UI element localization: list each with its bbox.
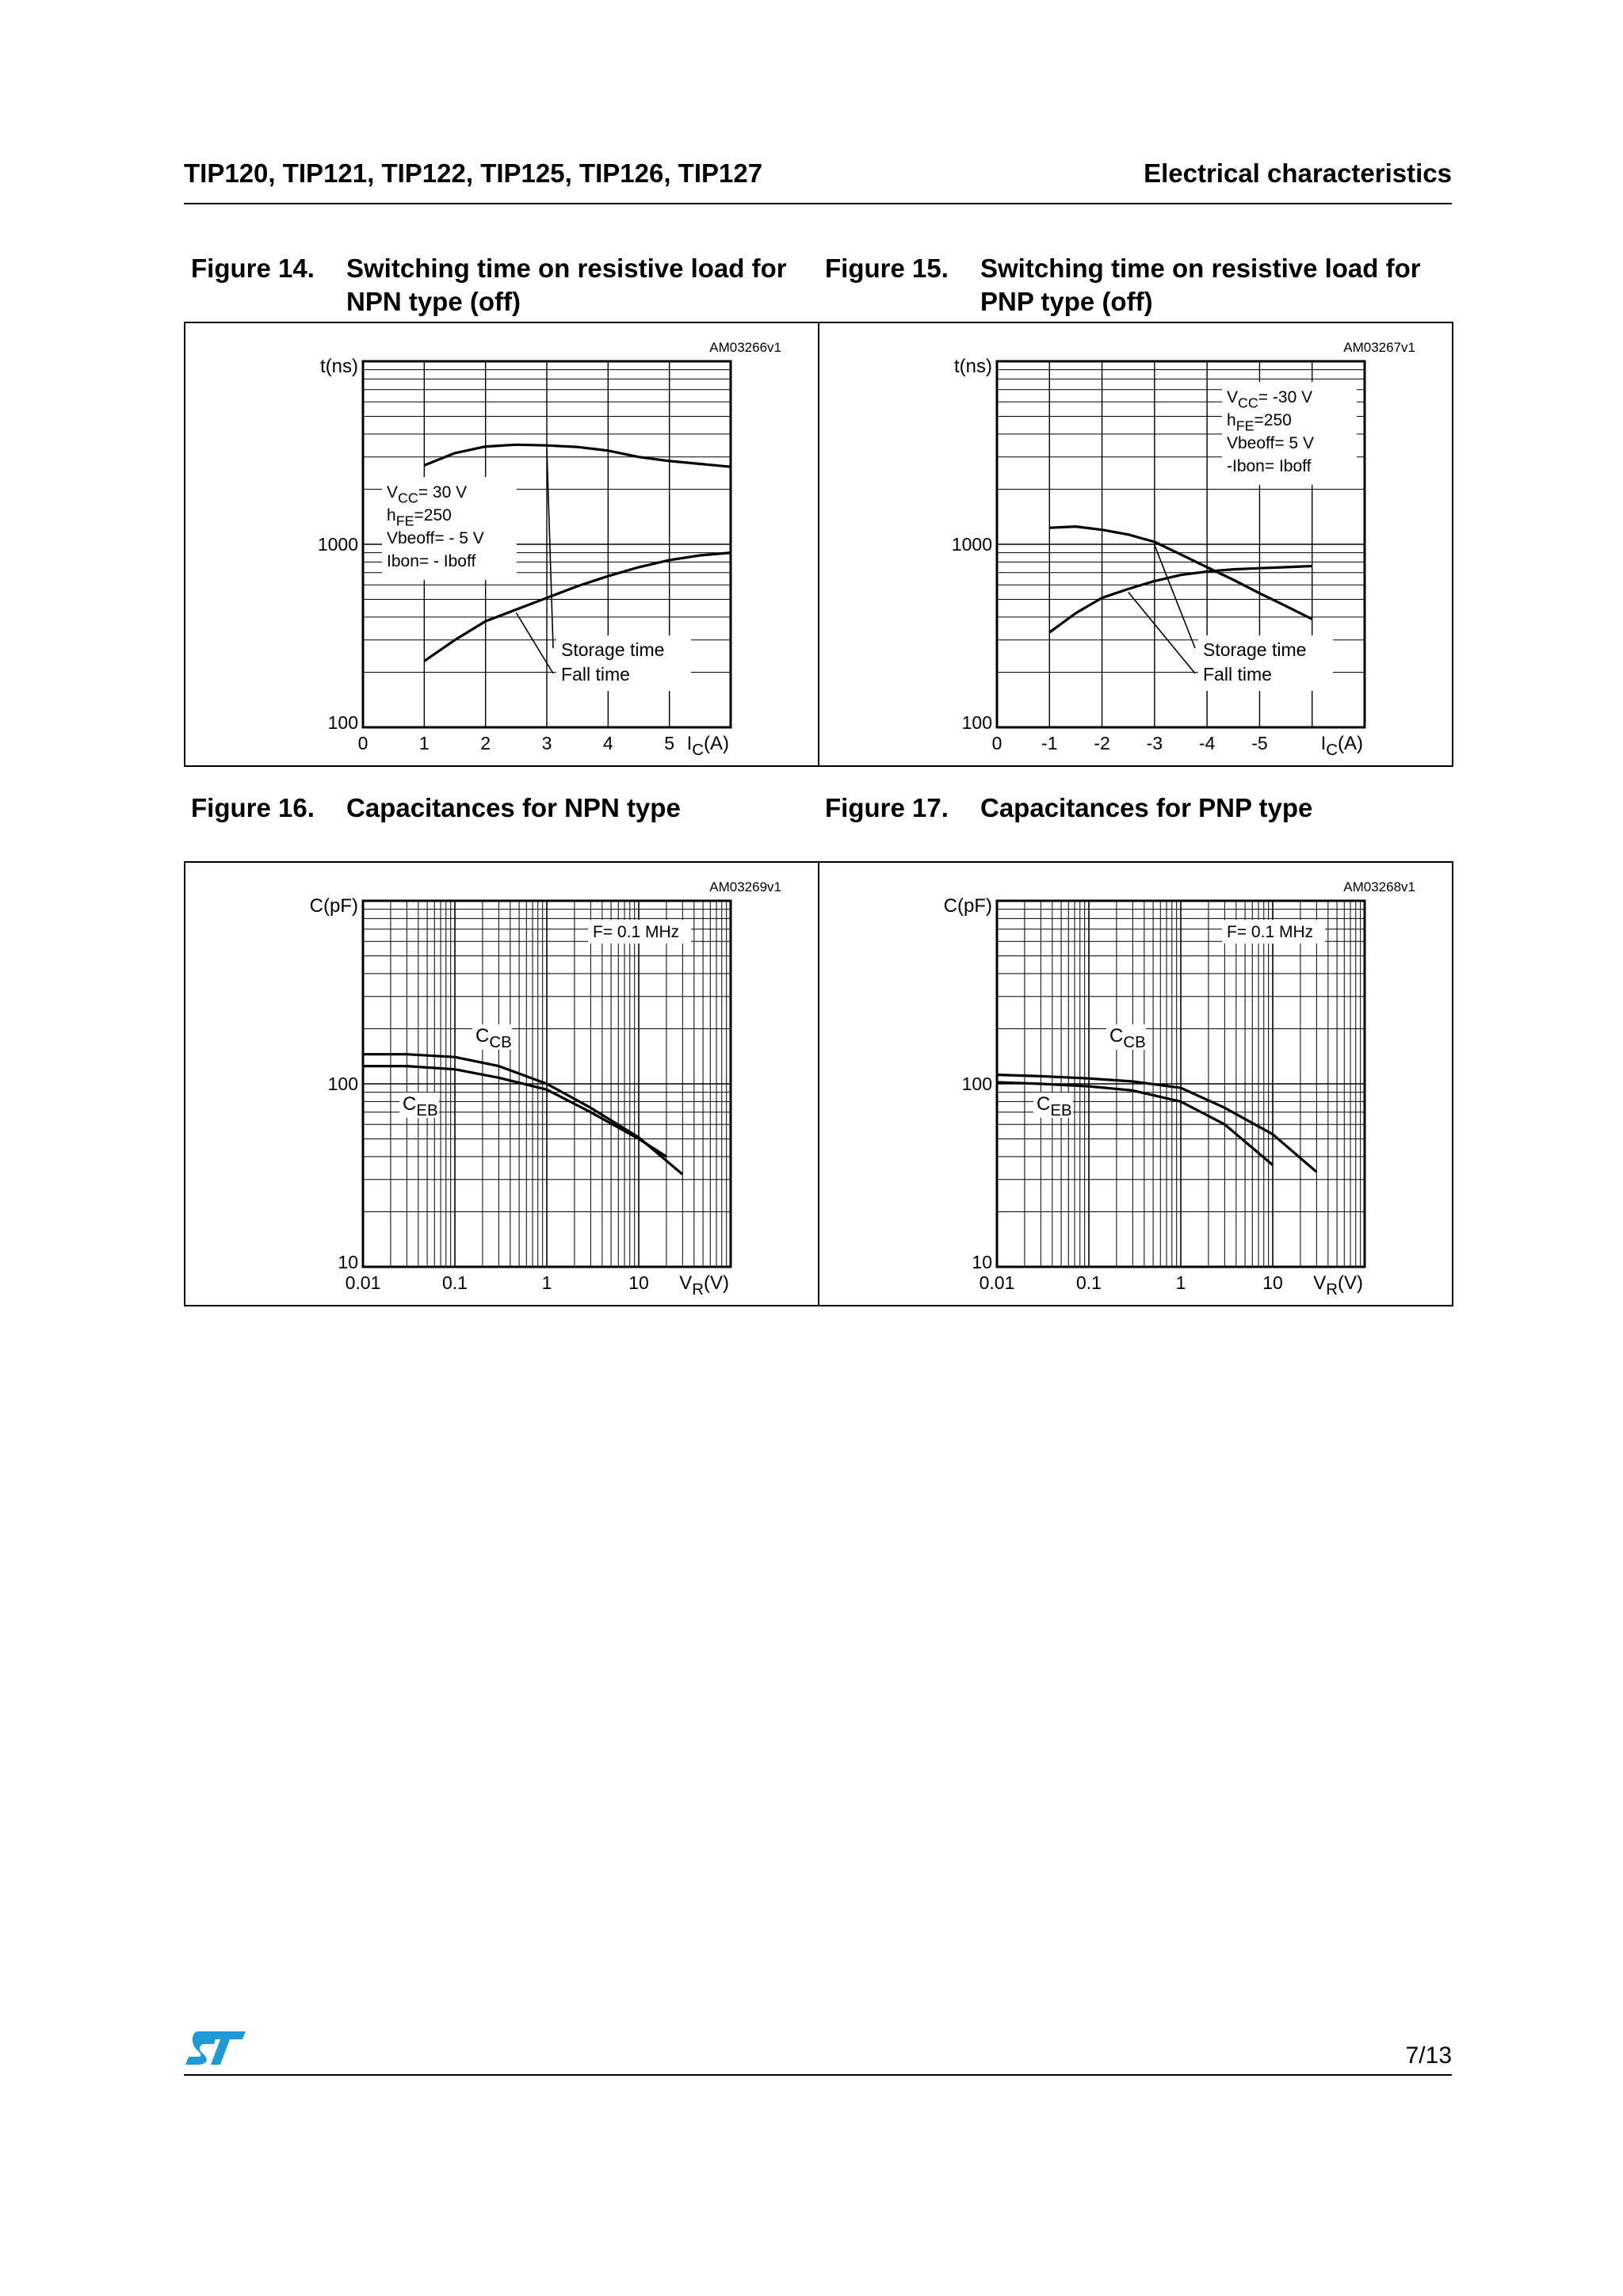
x-tick-label: 5	[664, 733, 675, 753]
figure-number: Figure 14.	[191, 254, 315, 283]
figure-title: Switching time on resistive load for PNP type (off)	[980, 254, 1421, 316]
x-tick-label: -3	[1146, 733, 1163, 753]
leader-line	[516, 612, 553, 673]
figure-title: Switching time on resistive load for NPN type (off)	[346, 254, 787, 316]
figure-15-panel	[818, 322, 1453, 767]
y-tick-label: 100	[327, 712, 358, 733]
figure-14-chart	[185, 323, 821, 769]
x-tick-label: 10	[1262, 1272, 1283, 1293]
condition-label: Vbeoff= 5 V	[1227, 434, 1314, 452]
x-axis-label: $I_C(A)$	[686, 733, 729, 760]
x-tick-label: 1	[541, 1272, 552, 1293]
frequency-label: F= 0.1 MHz	[1227, 923, 1314, 941]
y-axis-label: C(pF)	[309, 895, 358, 917]
series-label-ccb: $C_{CB}$	[1109, 1025, 1146, 1052]
y-tick-label: 10	[338, 1252, 358, 1272]
legend-label: Storage time	[561, 639, 665, 660]
figure-17-chart	[819, 863, 1455, 1308]
legend-label: Storage time	[1203, 639, 1307, 660]
condition-label: VCC= 30 V	[387, 483, 468, 506]
header-divider	[184, 203, 1452, 204]
frequency-label: F= 0.1 MHz	[593, 923, 680, 941]
condition-label: Vbeoff= - 5 V	[387, 529, 484, 547]
figure-code: AM03267v1	[1343, 340, 1415, 355]
x-tick-label: 4	[602, 733, 613, 753]
figure-17-panel	[818, 861, 1453, 1306]
leader-line	[1155, 545, 1195, 648]
x-tick-label: 3	[541, 733, 552, 753]
x-tick-label: -1	[1041, 733, 1058, 753]
figure-16-chart	[185, 863, 821, 1308]
leader-line	[547, 448, 553, 648]
y-tick-label: 100	[327, 1074, 358, 1094]
x-tick-label: 0	[991, 733, 1002, 753]
condition-label: hFE=250	[1227, 411, 1292, 434]
figure-14-caption	[191, 252, 809, 323]
y-tick-label: 10	[972, 1252, 992, 1272]
x-axis-label: $I_C(A)$	[1320, 733, 1363, 760]
y-tick-label: 100	[961, 712, 992, 733]
x-tick-label: 0.01	[345, 1272, 381, 1293]
x-tick-label: -2	[1094, 733, 1110, 753]
x-tick-label: 1	[1175, 1272, 1186, 1293]
condition-label: -Ibon= Iboff	[1227, 457, 1312, 475]
figure-14-panel	[184, 322, 819, 767]
y-axis-label: C(pF)	[943, 895, 992, 917]
leader-line	[1128, 592, 1195, 673]
series-line-1	[424, 444, 731, 467]
page-number: 7/13	[1405, 2042, 1452, 2069]
x-tick-label: 2	[480, 733, 491, 753]
figure-17-caption	[825, 791, 1443, 827]
figure-16-caption	[191, 791, 809, 827]
y-axis-label: t(ns)	[954, 356, 992, 377]
legend-label: Fall time	[1203, 664, 1272, 685]
figure-number: Figure 15.	[825, 254, 949, 283]
x-tick-label: 0.01	[979, 1272, 1015, 1293]
figure-title: Capacitances for PNP type	[980, 793, 1313, 822]
figure-number: Figure 16.	[191, 793, 315, 822]
y-tick-label: 100	[961, 1074, 992, 1094]
st-logo-icon	[184, 2028, 247, 2068]
x-tick-label: 0.1	[1076, 1272, 1102, 1293]
x-axis-label: $V_R(V)$	[679, 1272, 729, 1299]
legend-label: Fall time	[561, 664, 630, 685]
figure-title: Capacitances for NPN type	[346, 793, 681, 822]
series-label-ceb: $C_{EB}$	[403, 1093, 438, 1120]
y-tick-label: 1000	[951, 534, 992, 555]
figure-number: Figure 17.	[825, 793, 949, 822]
figure-code: AM03268v1	[1343, 879, 1415, 894]
figure-16-panel	[184, 861, 819, 1306]
condition-label: VCC= -30 V	[1227, 388, 1313, 411]
x-axis-label: $V_R(V)$	[1313, 1272, 1363, 1299]
condition-label: Ibon= - Iboff	[387, 552, 476, 570]
figure-code: AM03269v1	[709, 879, 781, 894]
figure-code: AM03266v1	[709, 340, 781, 355]
x-tick-label: 0.1	[442, 1272, 468, 1293]
x-tick-label: 1	[418, 733, 430, 753]
page-header-title: TIP120, TIP121, TIP122, TIP125, TIP126, TIP127	[184, 158, 763, 188]
x-tick-label: 0	[357, 733, 369, 753]
x-tick-label: -4	[1198, 733, 1216, 753]
x-tick-label: -5	[1251, 733, 1268, 753]
series-label-ccb: $C_{CB}$	[475, 1025, 512, 1052]
series-label-ceb: $C_{EB}$	[1037, 1093, 1072, 1120]
y-axis-label: t(ns)	[320, 356, 358, 377]
y-tick-label: 1000	[317, 534, 358, 555]
page-header-section: Electrical characteristics	[1144, 158, 1452, 188]
x-tick-label: 10	[628, 1272, 649, 1293]
condition-label: hFE=250	[387, 506, 452, 529]
figure-15-chart	[819, 323, 1455, 769]
footer-divider	[184, 2074, 1452, 2076]
figure-15-caption	[825, 252, 1443, 323]
